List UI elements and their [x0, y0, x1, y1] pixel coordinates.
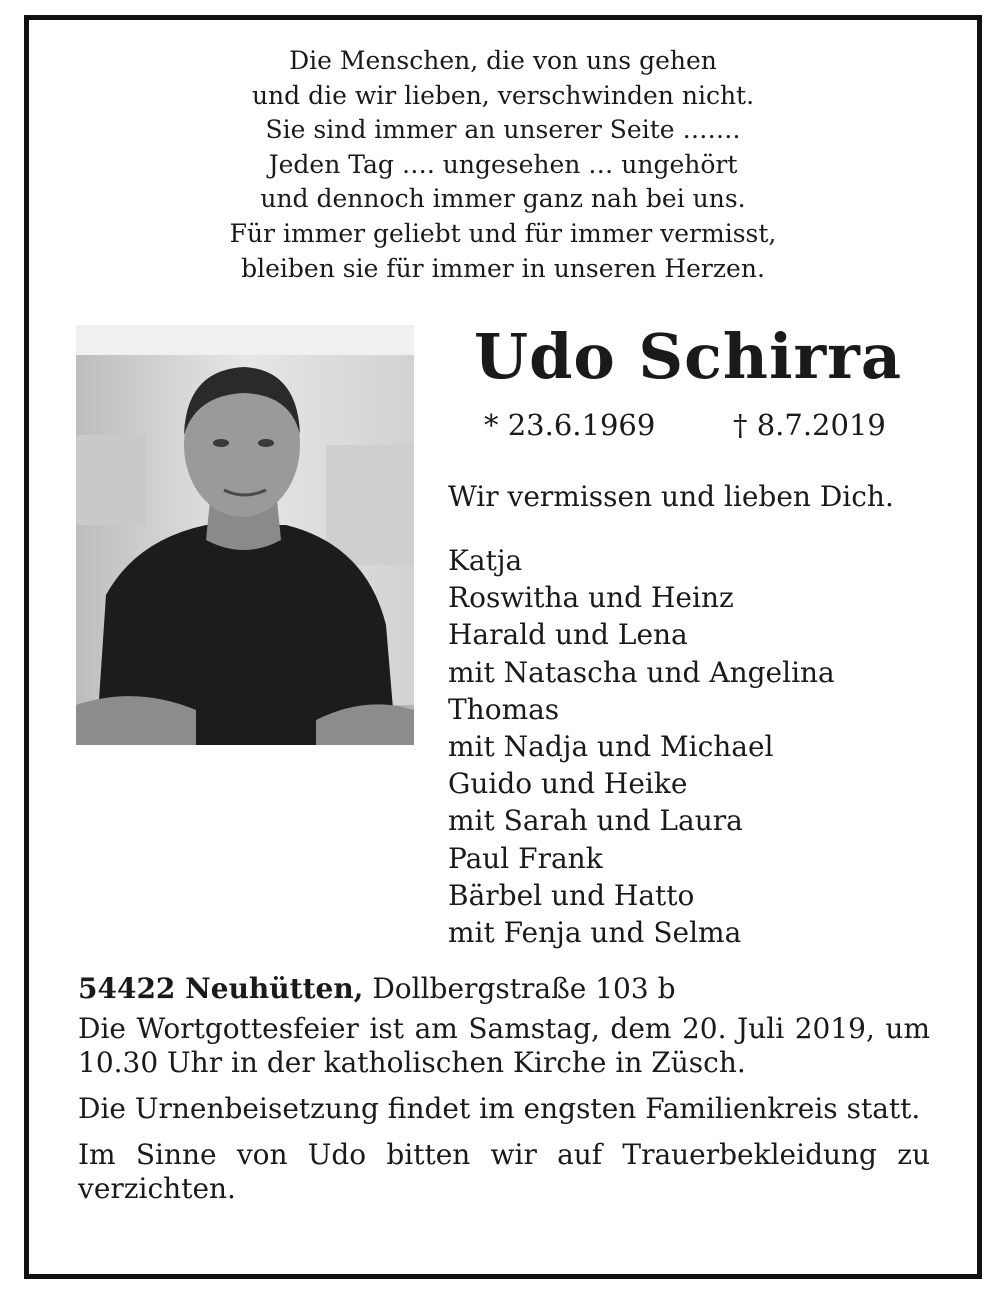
family-member: Roswitha und Heinz — [448, 581, 734, 615]
poem-line: und die wir lieben, verschwinden nicht. — [251, 80, 755, 110]
birth-date: * 23.6.1969 — [484, 408, 656, 442]
family-member: mit Fenja und Selma — [448, 916, 742, 950]
death-date: † 8.7.2019 — [733, 408, 886, 442]
deceased-name: Udo Schirra — [474, 320, 903, 393]
service-details — [78, 972, 930, 1206]
family-member: Harald und Lena — [448, 618, 688, 652]
burial-info: Die Urnenbeisetzung findet im engsten Familienkreis statt. — [78, 1092, 921, 1125]
family-member: mit Nadja und Michael — [448, 730, 774, 764]
family-member: Katja — [448, 544, 523, 577]
address — [78, 972, 930, 1006]
family-list — [448, 542, 835, 951]
poem-line: Für immer geliebt und für immer vermisst, — [229, 218, 777, 248]
service-info: Die Wortgottesfeier ist am Samstag, dem 20. Juli 2019, um 10.30 Uhr in der katholischen Kirche in Züsch. — [78, 1012, 930, 1079]
obituary-border — [24, 15, 982, 1279]
family-member: mit Natascha und Angelina — [448, 655, 835, 689]
portrait-image — [76, 325, 414, 745]
portrait-photo — [76, 325, 414, 745]
address-street: Dollbergstraße 103 b — [372, 972, 676, 1005]
family-member: Bärbel und Hatto — [448, 878, 695, 912]
poem-line: Jeden Tag …. ungesehen … ungehört — [268, 149, 738, 179]
family-member: Thomas — [448, 692, 560, 726]
farewell-message: Wir vermissen und lieben Dich. — [448, 480, 894, 513]
family-member: Guido und Heike — [448, 767, 688, 801]
attire-request: Im Sinne von Udo bitten wir auf Trauerbekleidung zu verzichten. — [78, 1138, 930, 1205]
poem-line: Die Menschen, die von uns gehen — [289, 46, 717, 75]
poem-line: Sie sind immer an unserer Seite ……. — [265, 115, 741, 145]
family-member: Paul Frank — [448, 841, 603, 875]
poem — [29, 44, 977, 286]
address-city: 54422 Neuhütten, — [78, 972, 364, 1005]
family-member: mit Sarah und Laura — [448, 804, 743, 838]
poem-line: bleiben sie für immer in unseren Herzen. — [241, 253, 765, 283]
poem-line: und dennoch immer ganz nah bei uns. — [260, 184, 746, 214]
